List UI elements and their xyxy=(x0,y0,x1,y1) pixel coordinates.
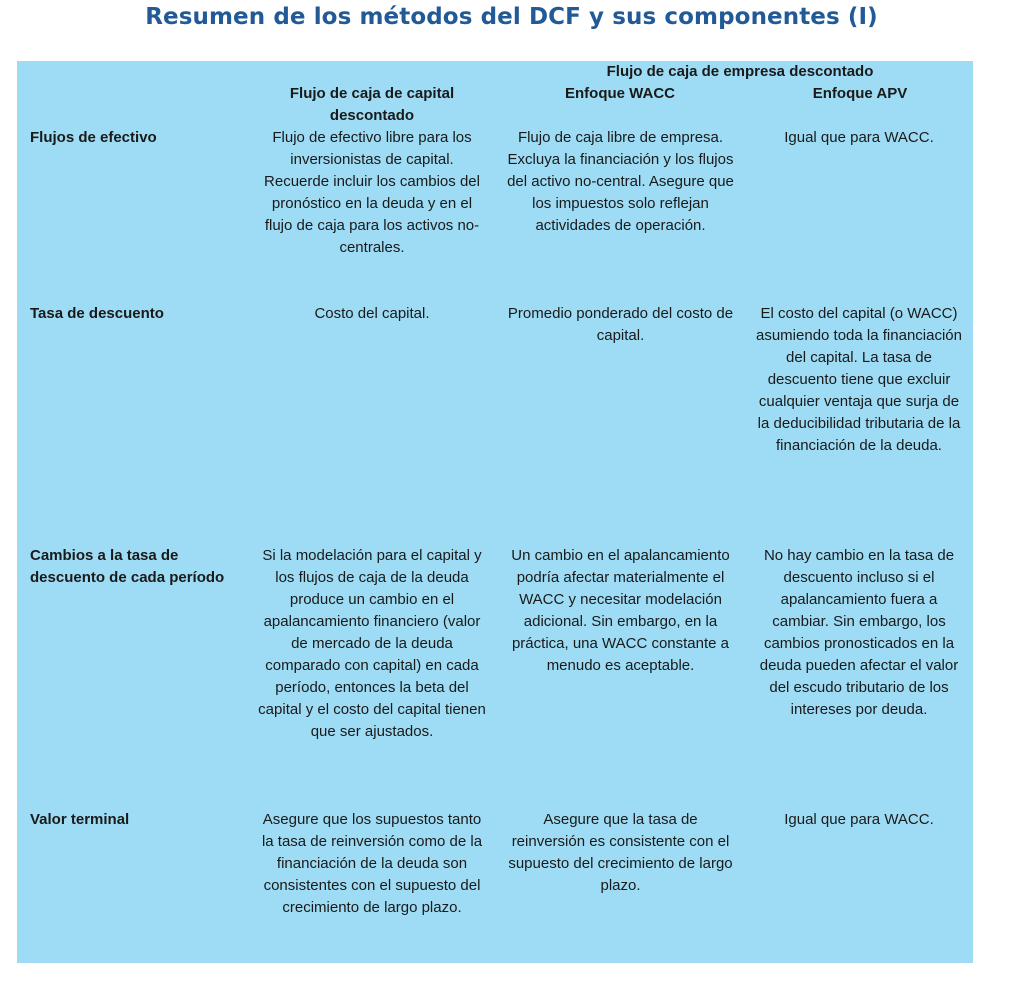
table-cell: Igual que para WACC. xyxy=(784,811,934,828)
column-header-wacc: Enfoque WACC xyxy=(565,85,675,102)
table-cell: Asegure que la tasa de reinversión es consistente con el supuesto del crecimiento de largo plazo. xyxy=(508,811,733,894)
table-cell: El costo del capital (o WACC) asumiendo toda la financiación del capital. La tasa de descuento tiene que excluir cualquier ventaja que surja de la deducibilidad tributaria de la financiación de la deuda. xyxy=(756,305,962,454)
column-header-equity-cash-flow: Flujo de caja de capital descontado xyxy=(289,85,455,124)
table-cell: Si la modelación para el capital y los flujos de caja de la deuda produce un cambio en el apalancamiento financiero (valor de mercado de la deuda comparado con capital) en cada período, entonces la beta del capital y el costo del capital tienen que ser ajustados. xyxy=(258,547,486,740)
table-cell: Asegure que los supuestos tanto la tasa de reinversión como de la financiación de la deuda son consistentes con el supuesto del crecimiento de largo plazo. xyxy=(261,811,483,916)
row-label-terminal-value: Valor terminal xyxy=(30,811,130,828)
table-cell: Flujo de caja libre de empresa. Excluya la financiación y los flujos del activo no-central. Asegure que los impuestos solo reflejan actividades de operación. xyxy=(507,129,734,234)
row-label-rate-changes: Cambios a la tasa de descuento de cada período xyxy=(30,547,225,586)
table-cell: Costo del capital. xyxy=(314,305,430,322)
table-cell: Flujo de efectivo libre para los inversionistas de capital. Recuerde incluir los cambios del pronóstico en la deuda y en el flujo de caja para los activos no-centrales. xyxy=(264,129,480,256)
column-header-apv: Enfoque APV xyxy=(812,85,908,102)
table-cell: Un cambio en el apalancamiento podría afectar materialmente el WACC y necesitar modelación adicional. Sin embargo, en la práctica, una WACC constante a menudo es aceptable. xyxy=(511,547,730,674)
row-label-discount-rate: Tasa de descuento xyxy=(30,305,164,322)
slide-title: Resumen de los métodos del DCF y sus componentes (I) xyxy=(145,4,878,30)
row-label-cash-flows: Flujos de efectivo xyxy=(30,129,157,146)
table-cell: No hay cambio en la tasa de descuento incluso si el apalancamiento fuera a cambiar. Sin embargo, los cambios pronosticados en la deuda pueden afectar el valor del escudo tributario de los intereses por deuda. xyxy=(759,547,959,718)
table-cell: Promedio ponderado del costo de capital. xyxy=(507,305,734,344)
group-header-firm-cash-flow: Flujo de caja de empresa descontado xyxy=(606,63,874,80)
table-cell: Igual que para WACC. xyxy=(784,129,934,146)
